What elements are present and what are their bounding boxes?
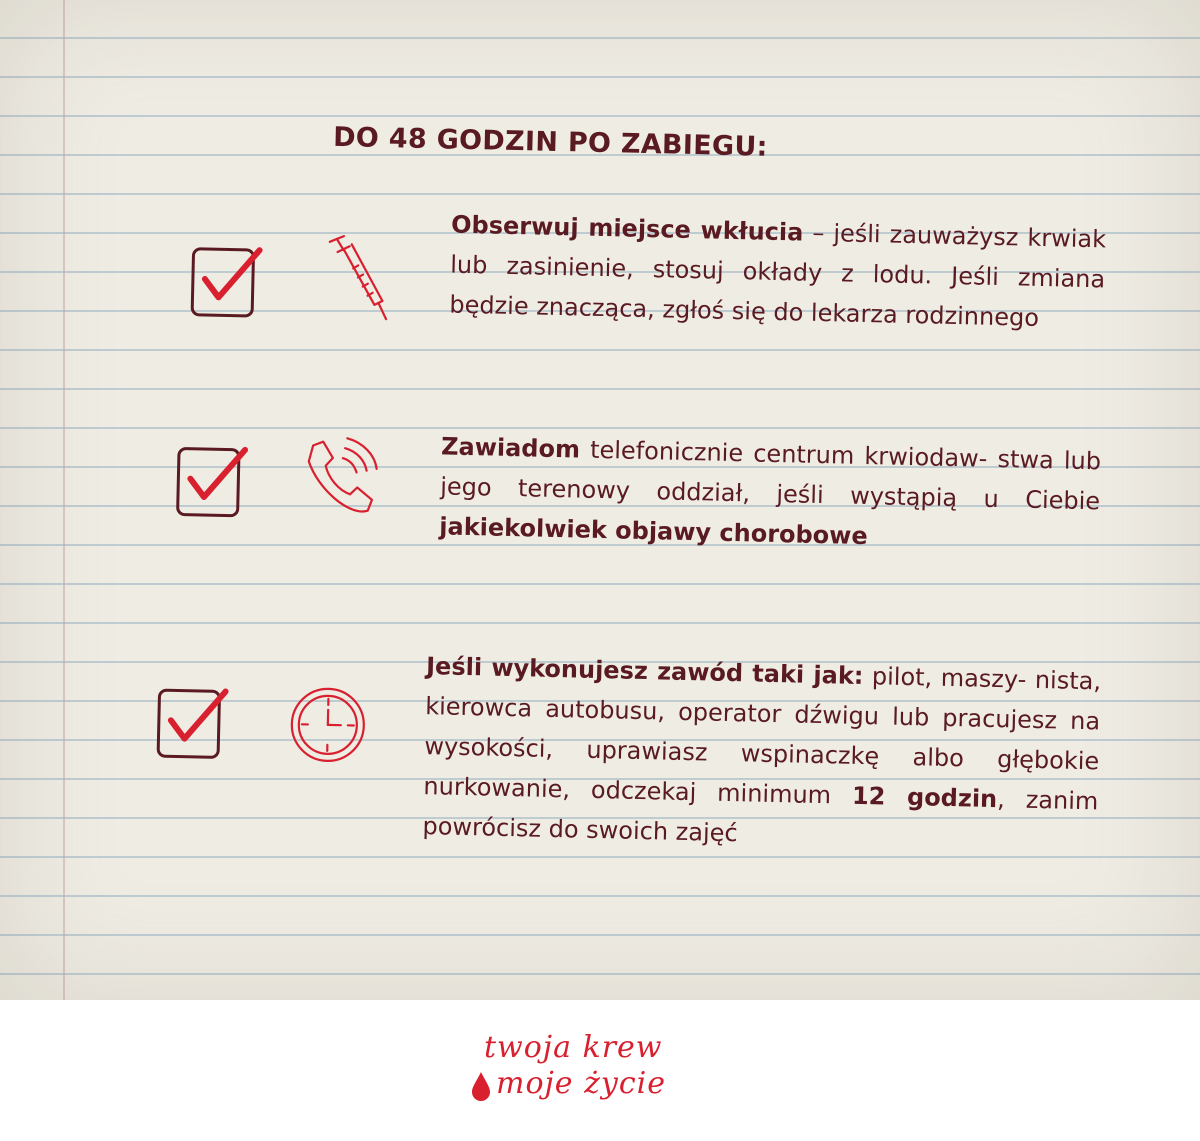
item-body: telefonicznie centrum krwiodaw- stwa lub jego terenowy oddział, jeśli wystąpią u Ciebie [439,435,1102,516]
item-lead: Jeśli wykonujesz zawód taki jak: [425,652,864,691]
clock-icon [286,683,370,767]
blood-drop-icon [470,1070,492,1102]
item-body: – jeśli zauważysz krwiak lub zasinienie, stosuj okłady z lodu. Jeśli zmiana będzie znacząca, zgłoś się do lekarza rodzinnego [449,218,1107,332]
item-lead: Zawiadom [440,432,581,464]
item-lead: Obserwuj miejsce wkłucia [450,210,804,247]
item-emphasis: jakiekolwiek objawy chorobowe [439,512,868,551]
checkbox-checked-icon [171,438,257,524]
item-body: pilot, maszy- nista, kierowca autobusu, operator dźwigu lub pracujesz na wysokości, uprawiasz wspinaczkę albo głębokie nurkowanie, odczekaj minimum [423,662,1102,810]
page-title: DO 48 GODZIN PO ZABIEGU: [332,121,769,163]
syringe-icon [322,232,396,330]
checkbox-checked-icon [186,239,272,325]
item-body-end: , zanim powrócisz do swoich zajęć [422,785,1099,848]
item-text [449,205,1107,340]
phone-icon [299,435,381,521]
brand-logo [468,1030,728,1110]
logo-line-1: twoja krew [484,1030,663,1065]
checkbox-checked-icon [152,680,238,766]
item-text [439,426,1102,561]
item-emphasis: 12 godzin [851,781,998,814]
item-text [422,646,1101,861]
logo-line-2: moje życie [496,1066,667,1101]
